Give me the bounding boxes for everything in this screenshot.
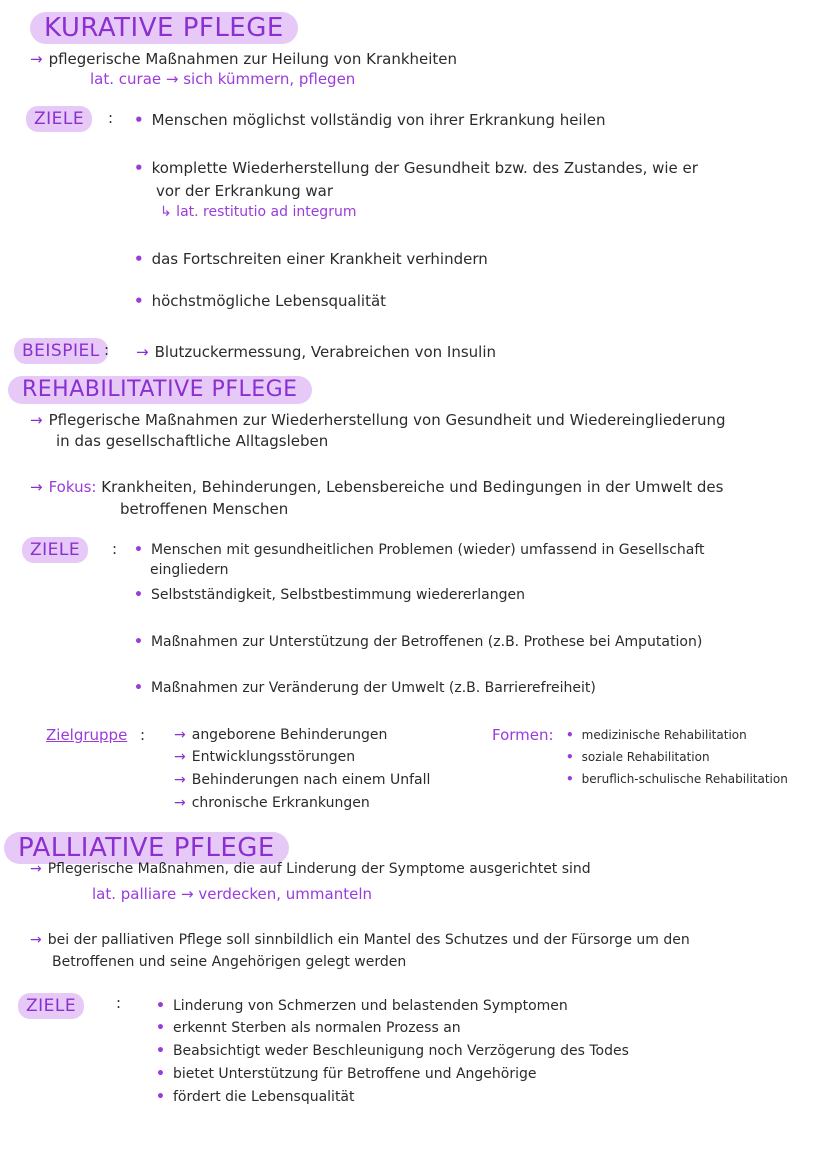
palliativ-goal: • Beabsichtigt weder Beschleunigung noch Verzögerung des Todes	[156, 1043, 629, 1059]
rehab-ziele-label: ZIELE	[22, 537, 88, 563]
rehab-definition-cont: in das gesellschaftliche Alltagsleben	[56, 432, 329, 450]
kurativ-title: KURATIVE PFLEGE	[30, 12, 298, 44]
arrow-icon: →	[174, 772, 186, 788]
rehab-definition: → Pflegerische Maßnahmen zur Wiederherstellung von Gesundheit und Wiedereingliederung	[30, 411, 726, 429]
formen-item: • beruflich-schulische Rehabilitation	[566, 772, 788, 786]
kurativ-goal-2-lat: ↳ lat. restitutio ad integrum	[160, 204, 357, 220]
rehab-title: REHABILITATIVE PFLEGE	[8, 376, 312, 404]
colon: :	[116, 994, 122, 1012]
palliativ-goal: • Linderung von Schmerzen und belastenden Symptomen	[156, 998, 568, 1014]
bullet-icon: •	[156, 998, 165, 1014]
kurativ-beispiel-text: → Blutzuckermessung, Verabreichen von Insulin	[136, 343, 496, 361]
palliativ-title: PALLIATIVE PFLEGE	[4, 832, 289, 864]
palliativ-mantel: → bei der palliativen Pflege soll sinnbildlich ein Mantel des Schutzes und der Fürsorge um den	[30, 932, 690, 948]
bullet-icon: •	[156, 1066, 165, 1082]
rehab-fokus-cont: betroffenen Menschen	[120, 500, 289, 518]
palliativ-lat: lat. palliare → verdecken, ummanteln	[92, 885, 372, 903]
kurativ-beispiel-label: BEISPIEL	[14, 338, 108, 364]
arrow-icon: →	[174, 727, 186, 743]
palliativ-goal: • erkennt Sterben als normalen Prozess an	[156, 1020, 461, 1036]
zielgruppe-item: → Behinderungen nach einem Unfall	[174, 772, 431, 788]
colon: :	[112, 540, 118, 558]
kurativ-goal-2: • komplette Wiederherstellung der Gesundheit bzw. des Zustandes, wie er	[134, 159, 698, 177]
zielgruppe-label: Zielgruppe	[46, 726, 128, 744]
rehab-goal-4: • Maßnahmen zur Veränderung der Umwelt (z.B. Barrierefreiheit)	[134, 680, 596, 696]
zielgruppe-item: → angeborene Behinderungen	[174, 727, 388, 743]
bullet-icon: •	[134, 111, 144, 129]
arrow-icon: →	[30, 411, 43, 429]
arrow-icon: →	[174, 749, 186, 765]
colon: :	[104, 341, 110, 359]
arrow-icon: →	[30, 932, 42, 948]
kurativ-lat: lat. curae → sich kümmern, pflegen	[90, 70, 356, 88]
palliativ-mantel-cont: Betroffenen und seine Angehörigen gelegt werden	[52, 954, 407, 970]
rehab-goal-2: • Selbstständigkeit, Selbstbestimmung wiedererlangen	[134, 587, 525, 603]
rehab-goal-1-cont: eingliedern	[150, 562, 229, 578]
kurativ-goal-3: • das Fortschreiten einer Krankheit verhindern	[134, 250, 488, 268]
bullet-icon: •	[134, 292, 144, 310]
bullet-icon: •	[156, 1089, 165, 1105]
rehab-goal-3: • Maßnahmen zur Unterstützung der Betroffenen (z.B. Prothese bei Amputation)	[134, 634, 703, 650]
bullet-icon: •	[156, 1020, 165, 1036]
bullet-icon: •	[566, 728, 574, 742]
bullet-icon: •	[134, 680, 143, 696]
arrow-icon: →	[30, 478, 43, 496]
palliativ-goal: • bietet Unterstützung für Betroffene und Angehörige	[156, 1066, 537, 1082]
bullet-icon: •	[134, 634, 143, 650]
formen-item: • medizinische Rehabilitation	[566, 728, 747, 742]
palliativ-ziele-label: ZIELE	[18, 993, 84, 1019]
bullet-icon: •	[134, 159, 144, 177]
kurativ-goal-4: • höchstmögliche Lebensqualität	[134, 292, 387, 310]
bullet-icon: •	[566, 750, 574, 764]
zielgruppe-item: → chronische Erkrankungen	[174, 795, 370, 811]
arrow-icon: →	[30, 50, 43, 68]
rehab-fokus: → Fokus: Krankheiten, Behinderungen, Lebensbereiche und Bedingungen in der Umwelt des	[30, 478, 724, 496]
formen-item: • soziale Rehabilitation	[566, 750, 710, 764]
bullet-icon: •	[134, 587, 143, 603]
zielgruppe-item: → Entwicklungsstörungen	[174, 749, 356, 765]
kurativ-definition: → pflegerische Maßnahmen zur Heilung von Krankheiten	[30, 50, 458, 68]
bullet-icon: •	[134, 250, 144, 268]
bullet-icon: •	[156, 1043, 165, 1059]
bullet-icon: •	[566, 772, 574, 786]
palliativ-definition: → Pflegerische Maßnahmen, die auf Linderung der Symptome ausgerichtet sind	[30, 861, 591, 877]
arrow-icon: →	[30, 861, 42, 877]
rehab-goal-1: • Menschen mit gesundheitlichen Problemen (wieder) umfassend in Gesellschaft	[134, 542, 705, 558]
arrow-icon: →	[136, 343, 149, 361]
kurativ-ziele-label: ZIELE	[26, 106, 92, 132]
bullet-icon: •	[134, 542, 143, 558]
kurativ-goal-2-cont: vor der Erkrankung war	[156, 182, 334, 200]
colon: :	[140, 726, 146, 744]
formen-label: Formen:	[492, 726, 554, 744]
palliativ-goal: • fördert die Lebensqualität	[156, 1089, 355, 1105]
kurativ-goal-1: • Menschen möglichst vollständig von ihrer Erkrankung heilen	[134, 111, 606, 129]
arrow-icon: →	[174, 795, 186, 811]
colon: :	[108, 109, 114, 127]
